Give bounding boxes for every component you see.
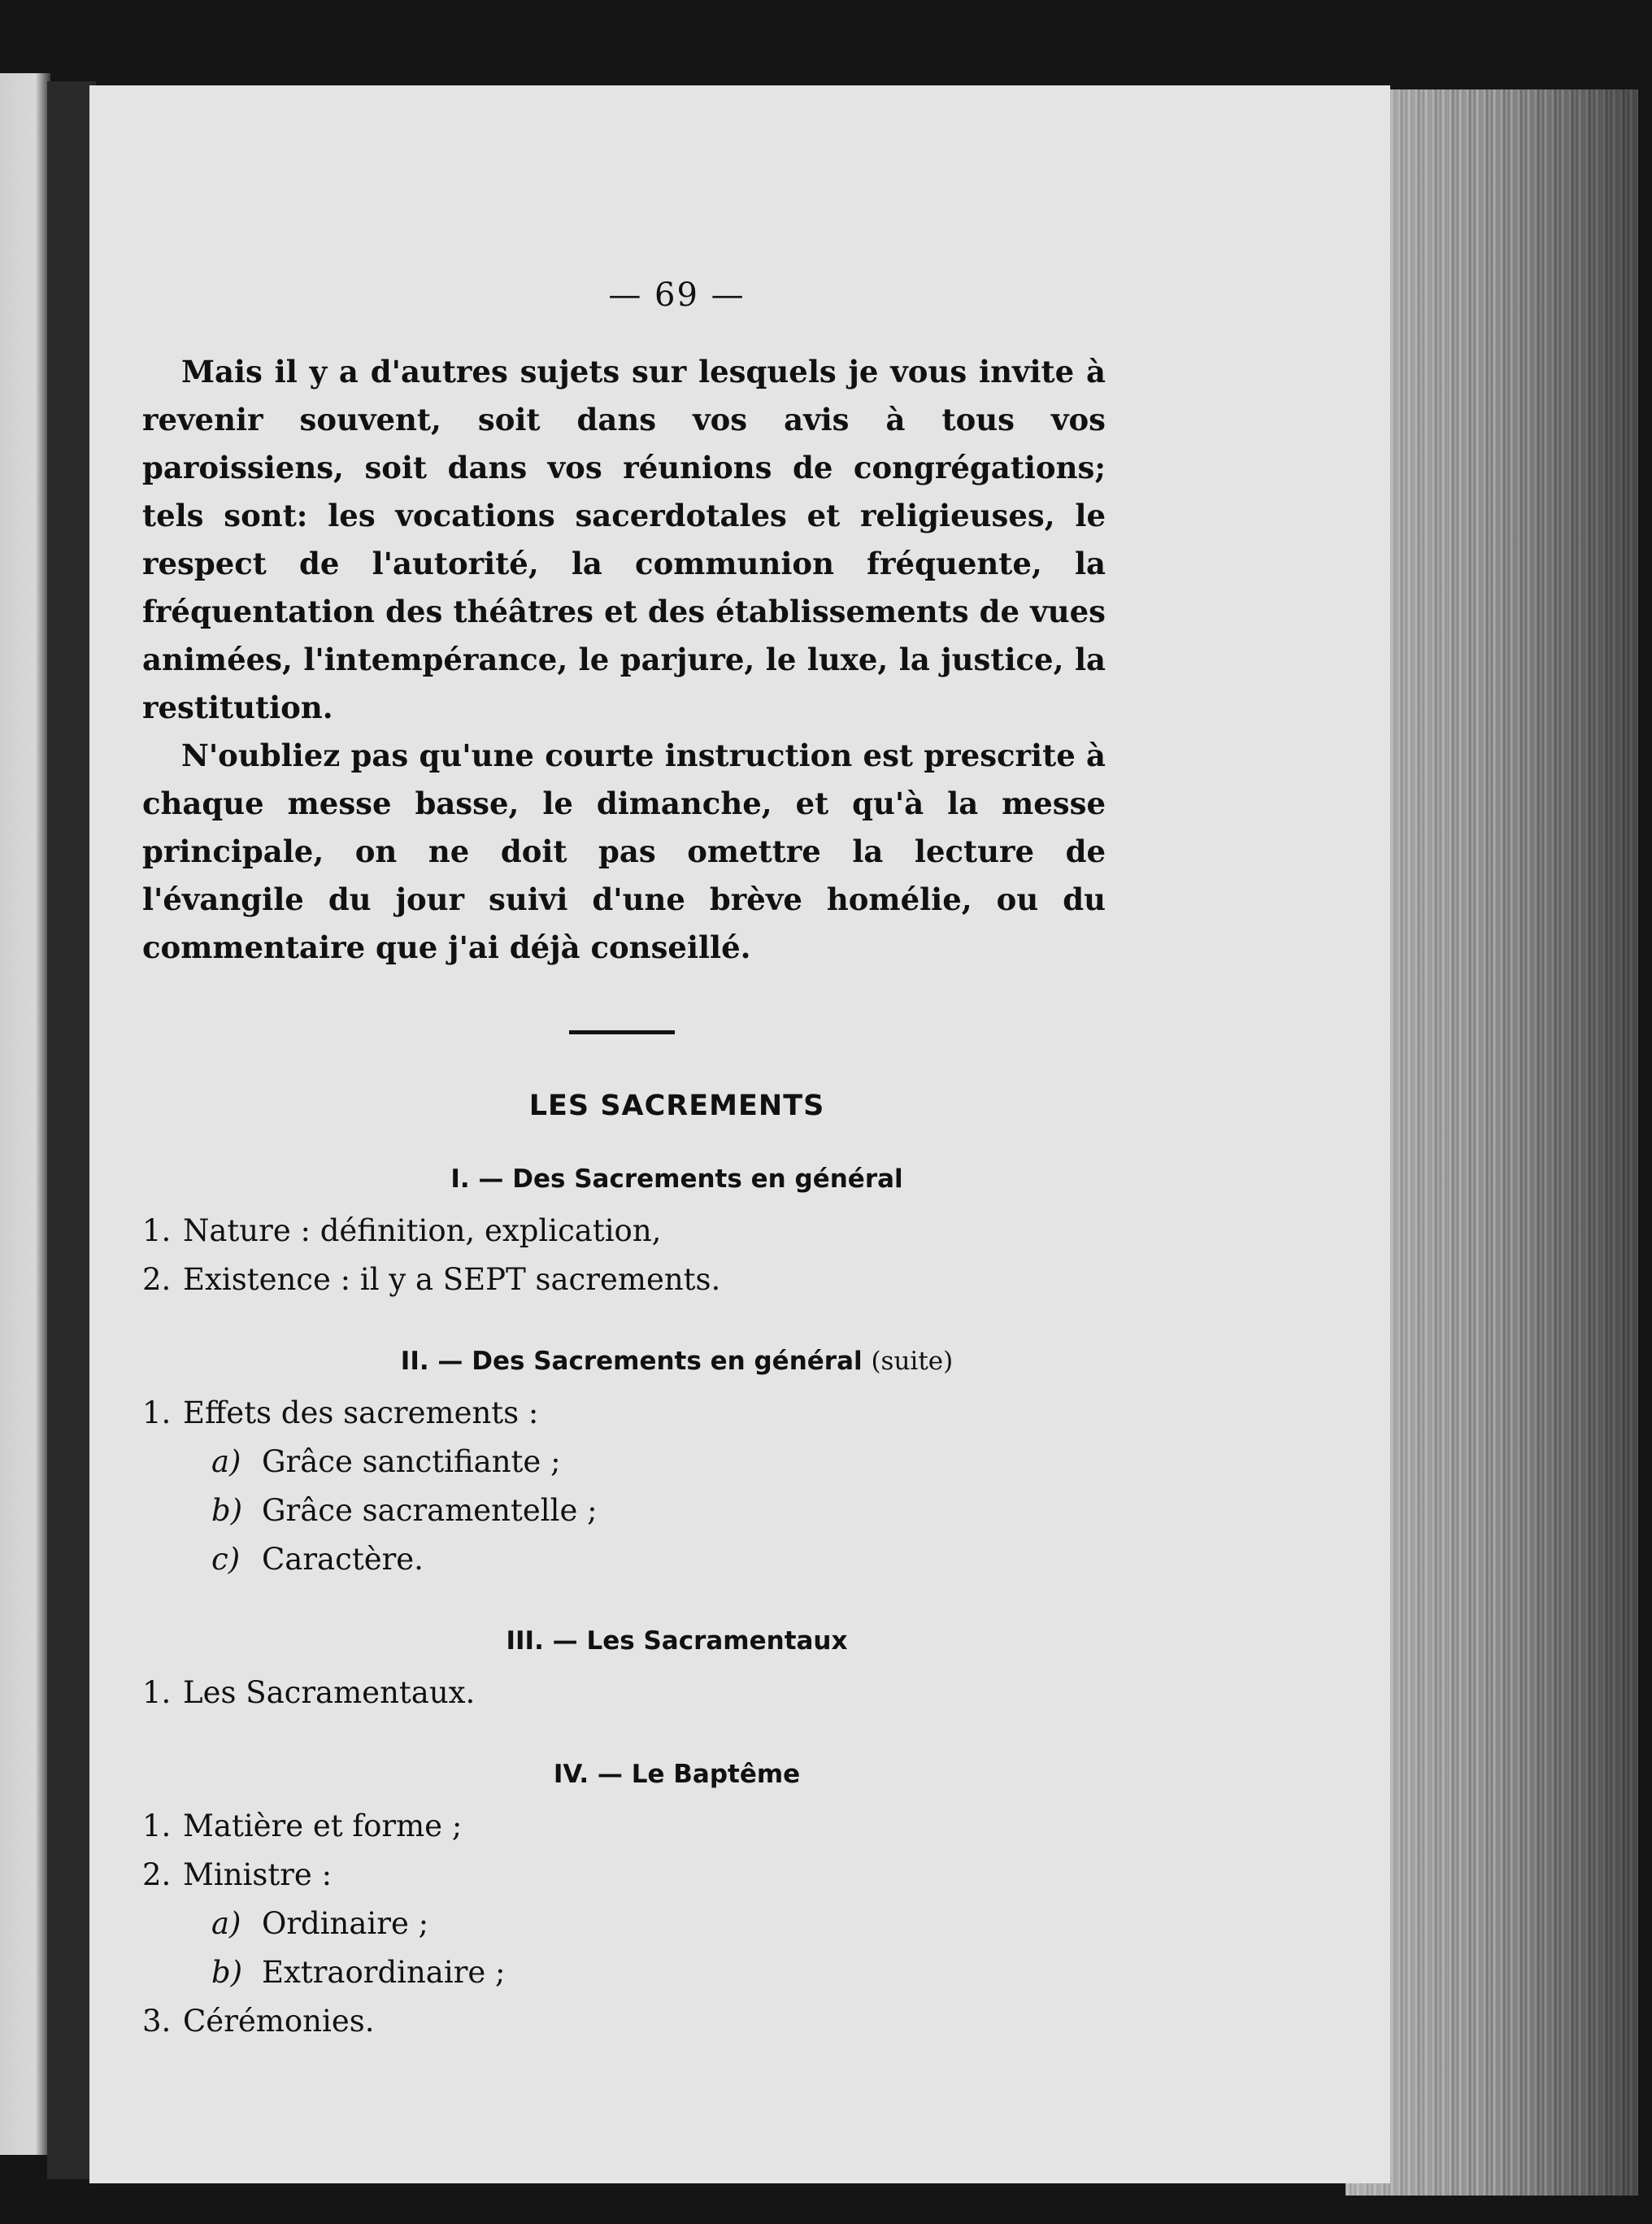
- list-item: [142, 1851, 1106, 1900]
- item-number: 2.: [142, 1262, 172, 1297]
- paragraph-1: Mais il y a d'autres sujets sur lesquels je vous invite à revenir souvent, soit dans vos avis à tous vos paroissiens, soit dans vos réunions de congrégations; tels sont: les vocations sacerdotales et religieuses, le respect de l'autorité, la communion fréquente, la fréquentation des théâtres et des établissements de vues animées, l'intempérance, le parjure, le luxe, la justice, la restitution.: [142, 354, 1106, 725]
- list-item: [142, 1997, 1106, 2046]
- item-text: Extraordinaire ;: [262, 1955, 506, 1990]
- page-content: [142, 276, 1106, 2046]
- section-2-title-text: II. — Des Sacrements en général: [400, 1347, 863, 1376]
- list-item: [142, 1802, 1106, 1851]
- item-text: Grâce sacramentelle ;: [262, 1493, 598, 1528]
- item-number: 1.: [142, 1675, 172, 1710]
- section-divider: [569, 1030, 675, 1034]
- section-4-title-text: IV. — Le Baptême: [553, 1760, 801, 1789]
- item-text: Grâce sanctifiante ;: [262, 1444, 561, 1479]
- item-text: Effets des sacrements :: [183, 1395, 539, 1430]
- item-text: Ministre :: [183, 1857, 333, 1892]
- item-text: Matière et forme ;: [183, 1808, 463, 1843]
- item-text: Caractère.: [262, 1542, 424, 1577]
- scan-left-margin: [0, 73, 50, 2155]
- item-letter: b): [211, 1955, 243, 1990]
- item-text: Ordinaire ;: [262, 1906, 429, 1941]
- item-number: 2.: [142, 1857, 172, 1892]
- section-4-title: [142, 1760, 1106, 1789]
- item-number: 1.: [142, 1395, 172, 1430]
- sub-list-item: [211, 1535, 1106, 1584]
- item-letter: c): [211, 1542, 241, 1577]
- paragraph-2: N'oubliez pas qu'une courte instruction est prescrite à chaque messe basse, le dimanche, et qu'à la messe principale, on ne doit pas omettre la lecture de l'évangile du jour suivi d'une brève homélie, ou du commentaire que j'ai déjà conseillé.: [142, 738, 1106, 965]
- section-2-title-suffix: (suite): [871, 1347, 954, 1376]
- section-1-title: [142, 1164, 1106, 1194]
- item-text: Nature : définition, explication,: [183, 1213, 662, 1248]
- section-3-title-text: III. — Les Sacramentaux: [506, 1626, 848, 1656]
- item-letter: b): [211, 1493, 243, 1528]
- sub-list-item: [211, 1948, 1106, 1997]
- item-text: Les Sacramentaux.: [183, 1675, 476, 1710]
- list-item: [142, 1389, 1106, 1438]
- item-letter: a): [211, 1444, 241, 1479]
- item-number: 3.: [142, 2004, 172, 2039]
- item-text: Existence : il y a SEPT sacrements.: [183, 1262, 721, 1297]
- item-text: Cérémonies.: [183, 2004, 375, 2039]
- book-binding-shadow: [47, 81, 96, 2179]
- page-number: — 69 —: [608, 276, 746, 314]
- item-letter: a): [211, 1906, 241, 1941]
- section-1-title-text: I. — Des Sacrements en général: [450, 1164, 903, 1194]
- sub-list-item: [211, 1438, 1106, 1486]
- section-title: LES SACREMENTS: [528, 1090, 825, 1122]
- list-item: [142, 1207, 1106, 1256]
- list-item: [142, 1669, 1106, 1717]
- item-number: 1.: [142, 1213, 172, 1248]
- section-2-title: [142, 1347, 1106, 1376]
- section-3-title: [142, 1626, 1106, 1656]
- item-number: 1.: [142, 1808, 172, 1843]
- list-item: [142, 1256, 1106, 1304]
- sub-list-item: [211, 1486, 1106, 1535]
- sub-list-item: [211, 1900, 1106, 1948]
